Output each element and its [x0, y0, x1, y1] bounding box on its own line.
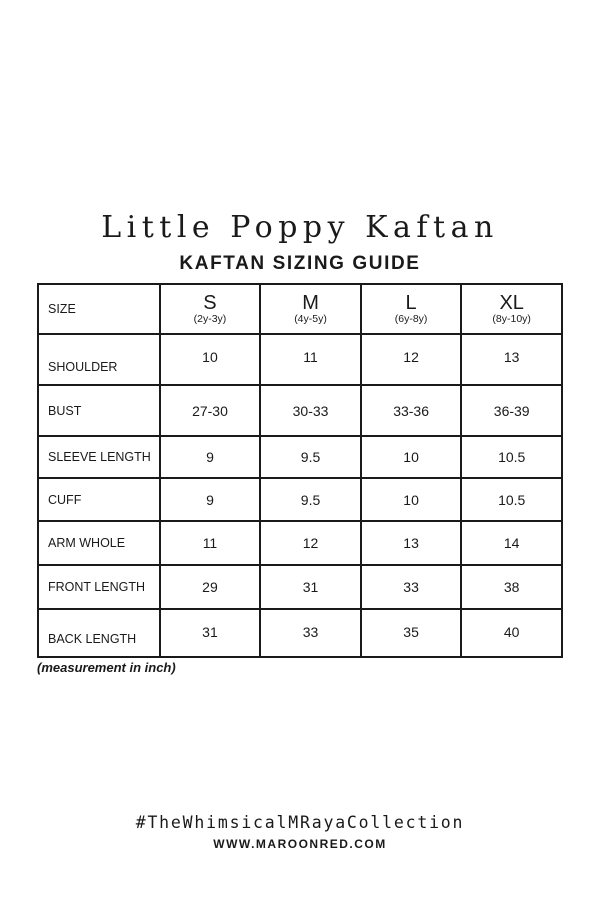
size-header-xl [461, 284, 562, 334]
table-cell: 33 [260, 609, 361, 657]
table-cell: 14 [461, 521, 562, 565]
measurement-note: (measurement in inch) [37, 660, 176, 675]
row-label: FRONT LENGTH [38, 565, 160, 609]
table-cell: 36-39 [461, 385, 562, 436]
table-cell: 10 [361, 436, 462, 478]
size-header-s [160, 284, 261, 334]
table-cell: 13 [461, 334, 562, 385]
table-cell: 11 [260, 334, 361, 385]
table-row-back-length [38, 609, 562, 657]
table-cell: 9.5 [260, 436, 361, 478]
table-cell: 31 [160, 609, 261, 657]
table-cell: 27-30 [160, 385, 261, 436]
table-cell: 40 [461, 609, 562, 657]
collection-hashtag: #TheWhimsicalMRayaCollection [135, 813, 465, 832]
page-title: Little Poppy Kaftan [101, 210, 499, 245]
table-cell: 12 [260, 521, 361, 565]
table-cell: 10.5 [461, 436, 562, 478]
table-cell: 12 [361, 334, 462, 385]
size-age: (4y-5y) [294, 313, 327, 325]
row-label: SHOULDER [38, 334, 160, 385]
table-cell: 10 [160, 334, 261, 385]
row-label: CUFF [38, 478, 160, 521]
size-header-l [361, 284, 462, 334]
table-row-cuff [38, 478, 562, 521]
row-label: BUST [38, 385, 160, 436]
table-row-front-length [38, 565, 562, 609]
page-subtitle: KAFTAN SIZING GUIDE [179, 253, 421, 274]
table-row-shoulder [38, 334, 562, 385]
table-row-bust [38, 385, 562, 436]
corner-label: SIZE [38, 284, 160, 334]
table-header-row [38, 284, 562, 334]
size-name: L [405, 292, 417, 314]
table-cell: 38 [461, 565, 562, 609]
table-row-sleeve-length [38, 436, 562, 478]
table-cell: 9 [160, 436, 261, 478]
size-age: (6y-8y) [394, 313, 428, 325]
table-cell: 30-33 [260, 385, 361, 436]
size-name: S [203, 292, 217, 314]
sizing-table [37, 283, 563, 658]
table-cell: 29 [160, 565, 261, 609]
row-label: SLEEVE LENGTH [38, 436, 160, 478]
size-name: M [302, 292, 319, 314]
row-label: BACK LENGTH [38, 609, 160, 657]
table-cell: 9 [160, 478, 261, 521]
size-header-m [260, 284, 361, 334]
table-cell: 10 [361, 478, 462, 521]
table-cell: 11 [160, 521, 261, 565]
website-link[interactable]: WWW.MAROONRED.COM [213, 837, 387, 851]
table-cell: 33-36 [361, 385, 462, 436]
table-cell: 35 [361, 609, 462, 657]
table-cell: 31 [260, 565, 361, 609]
size-age: (2y-3y) [193, 313, 227, 325]
table-cell: 10.5 [461, 478, 562, 521]
table-cell: 13 [361, 521, 462, 565]
table-cell: 9.5 [260, 478, 361, 521]
table-row-arm-whole [38, 521, 562, 565]
size-name: XL [499, 292, 524, 314]
row-label: ARM WHOLE [38, 521, 160, 565]
size-age: (8y-10y) [492, 313, 531, 325]
table-cell: 33 [361, 565, 462, 609]
